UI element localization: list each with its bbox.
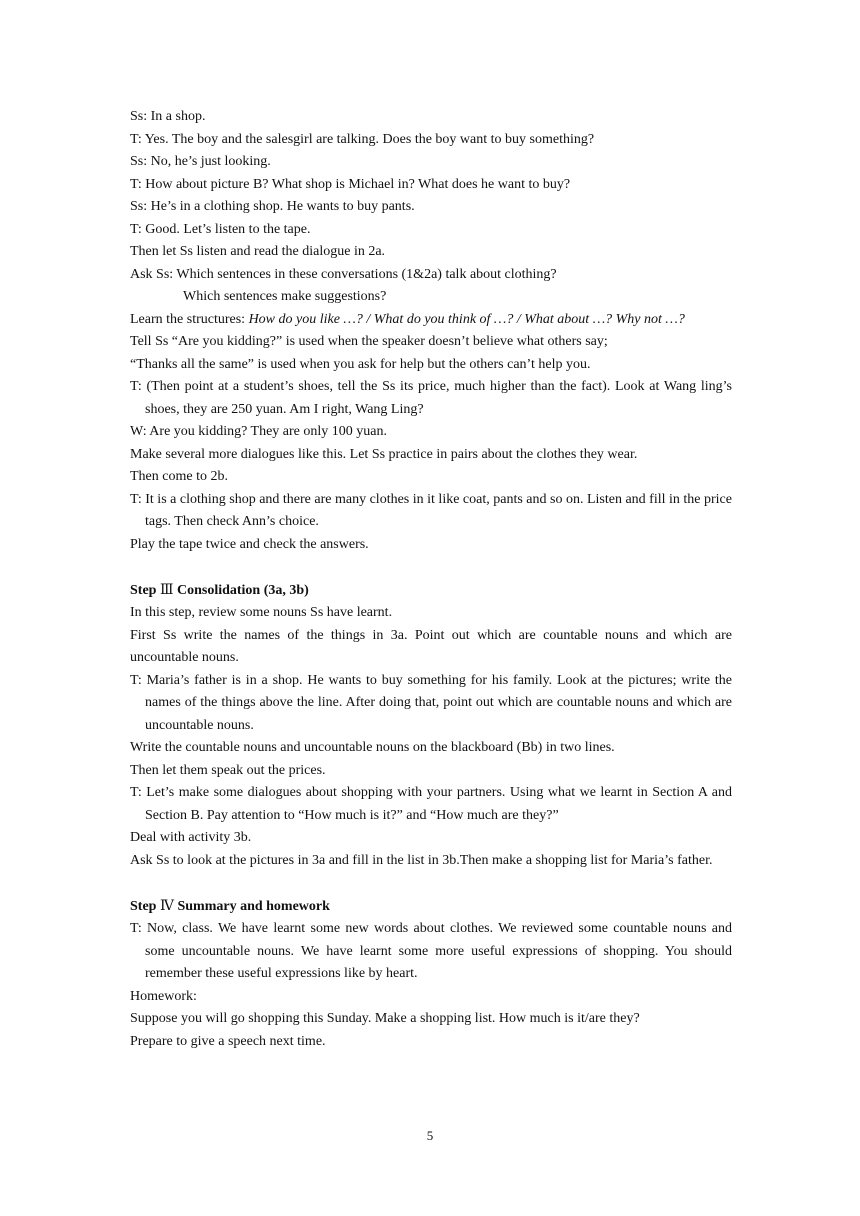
learn-prefix: Learn the structures: [130,311,249,327]
text-line: Then come to 2b. [130,469,228,484]
text-line: Tell Ss “Are you kidding?” is used when the speaker doesn’t believe what others say; [130,334,608,349]
document-page [130,106,732,1053]
teacher-line-summary: T: Now, class. We have learnt some new words about clothes. We reviewed some countable nouns and some uncountable nouns. We have learnt some more useful expressions of shopping. You should remember these useful expressions like by heart. [130,921,732,981]
suggestion-question: Which sentences make suggestions? [183,289,387,304]
text-line: Ask Ss: Which sentences in these conversations (1&2a) talk about clothing? [130,266,557,282]
teacher-line-shop: T: It is a clothing shop and there are many clothes in it like coat, pants and so on. Listen and fill in the price tags. Then check Ann’s choice. [130,491,732,529]
spacer [130,556,732,579]
text-line: In this step, review some nouns Ss have learnt. [130,605,393,620]
text-line: Play the tape twice and check the answers. [130,536,369,552]
text-line: Deal with activity 3b. [130,830,252,845]
teacher-line-maria: T: Maria’s father is in a shop. He wants to buy something for his family. Look at the pictures; write the names of the things above the line. After doing that, point out which are countable nouns and which are uncountable nouns. [130,672,732,733]
text-line: T: Good. Let’s listen to the tape. [130,221,311,237]
text-line: Ask Ss to look at the pictures in 3a and fill in the list in 3b.Then make a shopping list for Maria’s father. [130,852,713,868]
step4-heading [130,895,732,919]
page-number: 5 [426,1128,434,1143]
text-line: Ss: No, he’s just looking. [130,154,271,169]
spacer [130,872,732,895]
step3-title: Consolidation (3a, 3b) [176,582,309,598]
text-line: T: How about picture B? What shop is Michael in? What does he want to buy? [130,176,571,192]
step3-label: Step [130,582,157,598]
text-line: Prepare to give a speech next time. [130,1033,326,1049]
text-line: Then let Ss listen and read the dialogue in 2a. [130,244,386,259]
step3-roman: Ⅲ [159,581,174,598]
teacher-line-shoes: T: (Then point at a student’s shoes, tell the Ss its price, much higher than the fact). Look at Wang ling’s shoes, they are 250 yuan. Am I right, Wang Ling? [130,379,732,417]
step4-label: Step [130,898,157,914]
teacher-line-dialogue: T: Let’s make some dialogues about shopping with your partners. Using what we learnt in Section A and Section B. Pay attention to “How much is it?” and “How much are they?” [130,785,732,823]
learn-structures [130,309,732,332]
step3-heading [130,579,732,603]
text-line: Make several more dialogues like this. Let Ss practice in pairs about the clothes they wear. [130,446,638,462]
text-line: First Ss write the names of the things in 3a. Point out which are countable nouns and which are uncountable nouns. [130,627,732,665]
step4-title: Summary and homework [177,898,330,914]
structures-list: How do you like …? / What do you think of …? / What about …? Why not …? [248,311,685,327]
step4-roman: Ⅳ [159,897,174,914]
text-line: T: Yes. The boy and the salesgirl are talking. Does the boy want to buy something? [130,131,595,147]
text-line: W: Are you kidding? They are only 100 yuan. [130,424,387,439]
text-line: Ss: In a shop. [130,109,206,124]
text-line: Then let them speak out the prices. [130,762,326,778]
text-line: Suppose you will go shopping this Sunday. Make a shopping list. How much is it/are they? [130,1011,640,1026]
text-line: Ss: He’s in a clothing shop. He wants to buy pants. [130,199,415,214]
homework-label: Homework: [130,988,197,1004]
text-line: Write the countable nouns and uncountable nouns on the blackboard (Bb) in two lines. [130,740,615,755]
text-line: “Thanks all the same” is used when you ask for help but the others can’t help you. [130,356,591,372]
